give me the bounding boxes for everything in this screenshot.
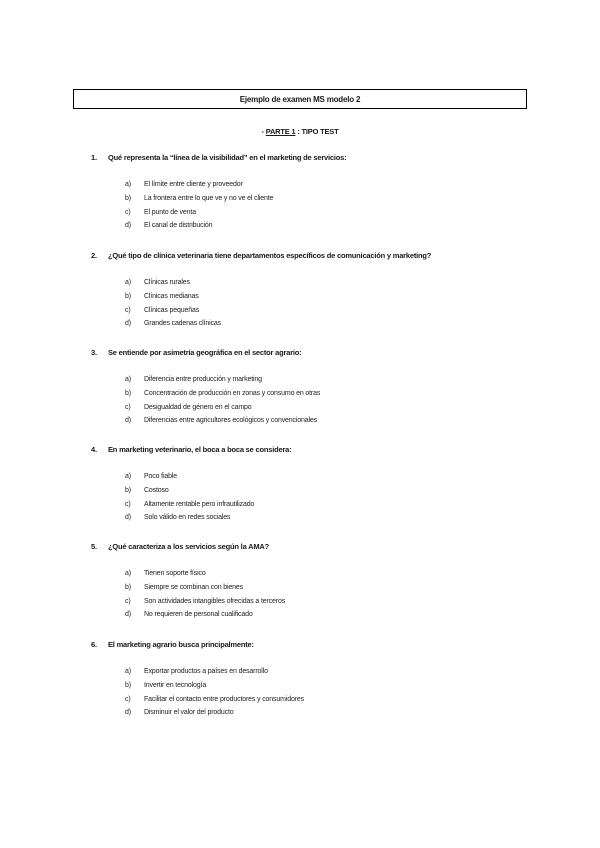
question-text: El marketing agrario busca principalmente: — [108, 640, 254, 649]
option-letter: b) — [125, 681, 131, 689]
option-letter: a) — [125, 181, 131, 188]
option-text: Invertir en tecnología — [144, 681, 207, 689]
option-text: Desigualdad de género en el campo — [144, 403, 252, 411]
option-letter: d) — [125, 417, 131, 425]
option-item — [125, 608, 531, 622]
option-text: Costoso — [144, 486, 169, 494]
option-item — [125, 290, 531, 304]
option-letter: a) — [125, 668, 131, 675]
option-item — [125, 470, 531, 484]
question-number: 6. — [91, 640, 97, 649]
option-list — [91, 178, 531, 233]
option-item — [125, 414, 531, 428]
question-2 — [91, 250, 531, 331]
option-list — [91, 470, 531, 525]
option-item — [125, 317, 531, 331]
option-letter: c) — [125, 597, 131, 605]
question-text: ¿Qué tipo de clínica veterinaria tiene departamentos específicos de comunicación y marketing? — [108, 251, 432, 260]
option-letter: a) — [125, 279, 131, 286]
option-letter: b) — [125, 583, 131, 591]
option-text: Altamente rentable pero infrautilizado — [144, 500, 255, 508]
question-number: 3. — [91, 348, 97, 357]
option-item — [125, 665, 531, 679]
part-suffix: : TIPO TEST — [295, 127, 339, 136]
option-list — [91, 276, 531, 331]
option-text: Son actividades intangibles ofrecidas a terceros — [144, 597, 286, 605]
question-number: 1. — [91, 153, 97, 162]
option-letter: d) — [125, 320, 131, 328]
option-letter: c) — [125, 208, 131, 216]
option-text: Clínicas rurales — [144, 279, 190, 286]
question-5 — [91, 541, 531, 622]
option-item — [125, 693, 531, 707]
option-item — [125, 276, 531, 290]
option-letter: d) — [125, 514, 131, 522]
question-number: 5. — [91, 542, 97, 551]
question-4 — [91, 444, 531, 525]
option-letter: d) — [125, 611, 131, 619]
option-letter: b) — [125, 389, 131, 397]
option-item — [125, 206, 531, 220]
question-3 — [91, 347, 531, 428]
option-letter: a) — [125, 473, 131, 480]
option-letter: b) — [125, 486, 131, 494]
question-text: En marketing veterinario, el boca a boca se considera: — [108, 445, 292, 454]
option-letter: b) — [125, 194, 131, 202]
part-prefix: - — [261, 127, 266, 136]
exam-title-box — [73, 89, 527, 109]
option-text: Solo válido en redes sociales — [144, 514, 231, 522]
question-text: ¿Qué caracteriza a los servicios según la AMA? — [108, 542, 270, 551]
option-text: Clínicas pequeñas — [144, 306, 200, 314]
option-letter: c) — [125, 500, 131, 508]
option-text: Tienen soporte físico — [144, 570, 206, 577]
option-item — [125, 304, 531, 318]
option-text: Siempre se combinan con bienes — [144, 583, 244, 591]
option-item — [125, 219, 531, 233]
option-text: Disminuir el valor del producto — [144, 709, 234, 717]
option-item — [125, 567, 531, 581]
option-list — [91, 665, 531, 720]
option-item — [125, 401, 531, 415]
option-letter: c) — [125, 695, 131, 703]
option-text: No requieren de personal cualificado — [144, 611, 253, 619]
option-text: Grandes cadenas clínicas — [144, 320, 221, 328]
option-item — [125, 511, 531, 525]
option-text: Diferencia entre producción y marketing — [144, 376, 262, 383]
option-list — [91, 373, 531, 428]
question-text: Se entiende por asimetría geográfica en el sector agrario: — [108, 348, 302, 357]
option-text: La frontera entre lo que ve y no ve el cliente — [144, 194, 274, 202]
option-text: El canal de distribución — [144, 222, 213, 230]
option-letter: d) — [125, 222, 131, 230]
option-letter: b) — [125, 292, 131, 300]
option-item — [125, 192, 531, 206]
option-text: El punto de venta — [144, 208, 196, 216]
option-text: Exportar productos a países en desarrollo — [144, 668, 268, 675]
option-text: Diferencias entre agricultores ecológicos y convencionales — [144, 417, 318, 425]
option-item — [125, 387, 531, 401]
option-item — [125, 498, 531, 512]
question-6 — [91, 639, 531, 720]
option-item — [125, 373, 531, 387]
question-text: Qué representa la “línea de la visibilidad” en el marketing de servicios: — [108, 153, 347, 162]
question-number: 2. — [91, 251, 97, 260]
question-1 — [91, 152, 531, 233]
option-item — [125, 595, 531, 609]
option-text: Concentración de producción en zonas y consumo en otras — [144, 389, 321, 397]
option-text: Poco fiable — [144, 473, 177, 480]
option-text: Clínicas medianas — [144, 292, 199, 300]
option-text: El límite entre cliente y proveedor — [144, 181, 243, 188]
option-letter: a) — [125, 570, 131, 577]
option-list — [91, 567, 531, 622]
part-heading — [0, 127, 600, 136]
option-item — [125, 178, 531, 192]
option-item — [125, 706, 531, 720]
option-item — [125, 679, 531, 693]
option-letter: c) — [125, 306, 131, 314]
option-item — [125, 484, 531, 498]
option-letter: d) — [125, 709, 131, 717]
option-text: Facilitar el contacto entre productores y consumidores — [144, 695, 304, 703]
exam-title: Ejemplo de examen MS modelo 2 — [239, 94, 361, 104]
option-letter: a) — [125, 376, 131, 383]
question-number: 4. — [91, 445, 97, 454]
option-letter: c) — [125, 403, 131, 411]
option-item — [125, 581, 531, 595]
part-label: PARTE 1 — [265, 127, 296, 136]
